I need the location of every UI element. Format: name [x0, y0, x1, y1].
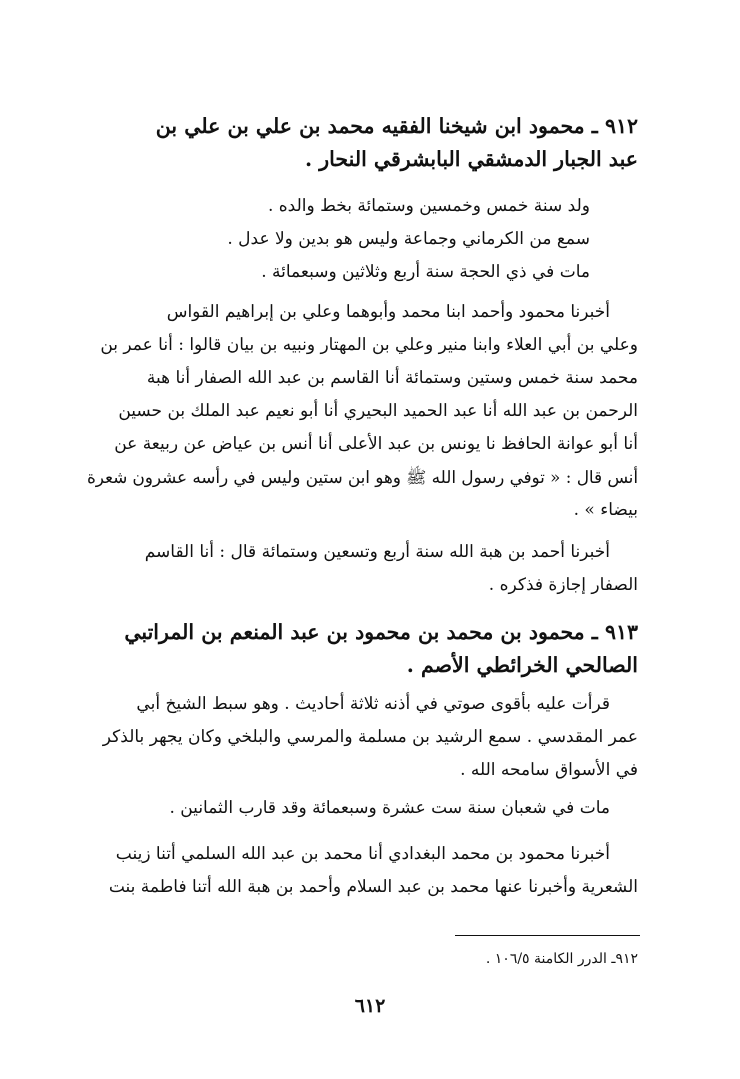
entry-913-description [86, 688, 638, 787]
fact-line: سمع من الكرماني وجماعة وليس هو بدين ولا عدل . [227, 229, 590, 249]
narration-line: الشعرية وأخبرنا عنها محمد بن عبد السلام وأحمد بن هبة الله أتنا فاطمة بنت [108, 877, 638, 897]
narration-line: أخبرنا محمود بن محمد البغدادي أنا محمد بن عبد الله السلمي أتنا زينب [115, 844, 610, 864]
footnote: ٩١٢ـ الدرر الكامنة ١٠٦/٥ . [485, 951, 638, 967]
narration-line: أخبرنا أحمد بن هبة الله سنة أربع وتسعين وستمائة قال : أنا القاسم [144, 542, 610, 562]
narration-line: الصفار إجازة فذكره . [488, 575, 638, 595]
fact-line: مات في ذي الحجة سنة أربع وثلاثين وسبعمائة . [261, 262, 590, 282]
narration-line: أنس قال : « توفي رسول الله ﷺ وهو ابن ستين وليس في رأسه عشرون شعرة [86, 467, 638, 487]
narration-line: بيضاء » . [573, 500, 638, 520]
fact-line: ولد سنة خمس وخمسين وستمائة بخط والده . [267, 196, 590, 216]
entry-913-death [86, 792, 638, 825]
page-number: ٦١٢ [354, 995, 386, 1017]
narration-line: محمد سنة خمس وستين وستمائة أنا القاسم بن عبد الله الصفار أنا هبة [146, 368, 638, 388]
narration-line: الرحمن بن عبد الله أنا عبد الحميد البحيري أنا أبو نعيم عبد الملك بن حسين [118, 401, 638, 421]
narration-line: أخبرنا محمود وأحمد ابنا محمد وأبوهما وعلي بن إبراهيم القواس [166, 302, 610, 322]
heading-line: عبد الجبار الدمشقي البابشرقي النحار . [304, 147, 638, 171]
footnote-divider [455, 935, 640, 936]
description-line: في الأسواق سامحه الله . [460, 760, 638, 780]
heading-line: ٩١٢ ـ محمود ابن شيخنا الفقيه محمد بن علي بن علي بن [155, 114, 638, 138]
heading-line: ٩١٣ ـ محمود بن محمد بن محمود بن عبد المنعم بن المراتبي [124, 620, 638, 644]
description-line: عمر المقدسي . سمع الرشيد بن مسلمة والمرسي والبلخي وكان يجهر بالذكر [102, 727, 638, 747]
entry-912-narration-1 [86, 296, 638, 527]
entry-912-heading [86, 110, 638, 176]
heading-line: الصالحي الخرائطي الأصم . [406, 653, 638, 677]
narration-line: وعلي بن أبي العلاء وابنا منير وعلي بن المهتار ونبيه بن بيان قالوا : أنا عمر بن [100, 335, 638, 355]
entry-913-heading [86, 616, 638, 682]
entry-912-facts [86, 190, 638, 289]
entry-913-narration [86, 838, 638, 904]
death-line: مات في شعبان سنة ست عشرة وسبعمائة وقد قارب الثمانين . [169, 798, 610, 818]
description-line: قرأت عليه بأقوى صوتي في أذنه ثلاثة أحاديث . وهو سبط الشيخ أبي [136, 694, 610, 714]
entry-912-narration-2 [86, 536, 638, 602]
narration-line: أنا أبو عوانة الحافظ نا يونس بن عبد الأعلى أنا أنس بن عياض عن ربيعة عن [114, 434, 638, 454]
